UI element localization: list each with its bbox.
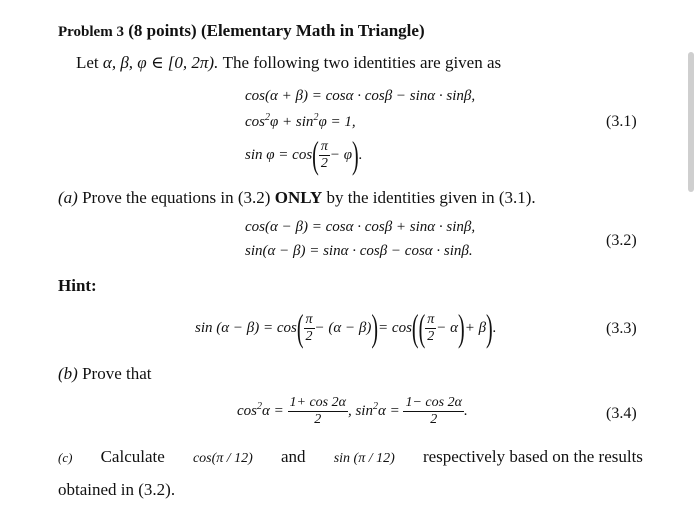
problem-label: Problem 3 [58, 24, 124, 40]
part-c-label: (c) [58, 450, 73, 465]
hint-number: (3.3) [606, 320, 637, 337]
eq31-line3: sin φ = cos( $\frac{\pi}{2}$ − φ). [245, 134, 363, 177]
part-c-line1: (c) Calculate cos(π / 12) and sin (π / 12) respectively based on the results [58, 447, 643, 466]
part-a-line: (a) Prove the equations in (3.2) ONLY by the identities given in (3.1). [58, 188, 536, 207]
scrollbar[interactable] [688, 52, 694, 192]
part-c-line2: obtained in (3.2). [58, 480, 176, 499]
hint-label: Hint: [58, 276, 97, 295]
only-emphasis: ONLY [274, 188, 323, 207]
eq31-line2: $\cos^2\varphi + \sin^2\varphi = 1$, [245, 112, 356, 130]
eq31-number: (3.1) [606, 113, 637, 130]
intro-line [76, 53, 501, 73]
intro-rest: The following two identities are given as [222, 53, 502, 72]
eq31-line1: cos(α + β) = cosα · cosβ − sinα · sinβ, [245, 88, 476, 104]
part-b-label: (b) [58, 364, 78, 383]
eq32-line1: cos(α − β) = cosα · cosβ + sinα · sinβ, [245, 219, 476, 235]
eq34-equation: $\cos^2\alpha$ = $\frac{1+ \cos 2\alpha}{2}$ , $\sin^2\alpha$ = $\frac{1- \cos 2\alpha}{2}$ . [237, 395, 468, 427]
eq32-line2: sin(α − β) = sinα · cosβ − cosα · sinβ. [245, 243, 473, 259]
eq32-number: (3.2) [606, 232, 637, 249]
intro-vars: α, β, φ ∈ [0, 2π). [102, 53, 219, 72]
problem-points: (8 points) [128, 21, 197, 40]
part-b-line: (b) Prove that [58, 364, 152, 383]
hint-equation: sin (α − β) = cos( $\frac{\pi}{2}$ − (α − β))= cos(( $\frac{\pi}{2}$ − α)+ β). [195, 307, 497, 350]
intro-let: Let [76, 53, 99, 72]
problem-subject: (Elementary Math in Triangle) [200, 21, 425, 40]
part-a-label: (a) [58, 188, 78, 207]
problem-title [58, 21, 425, 41]
eq34-number: (3.4) [606, 405, 637, 422]
